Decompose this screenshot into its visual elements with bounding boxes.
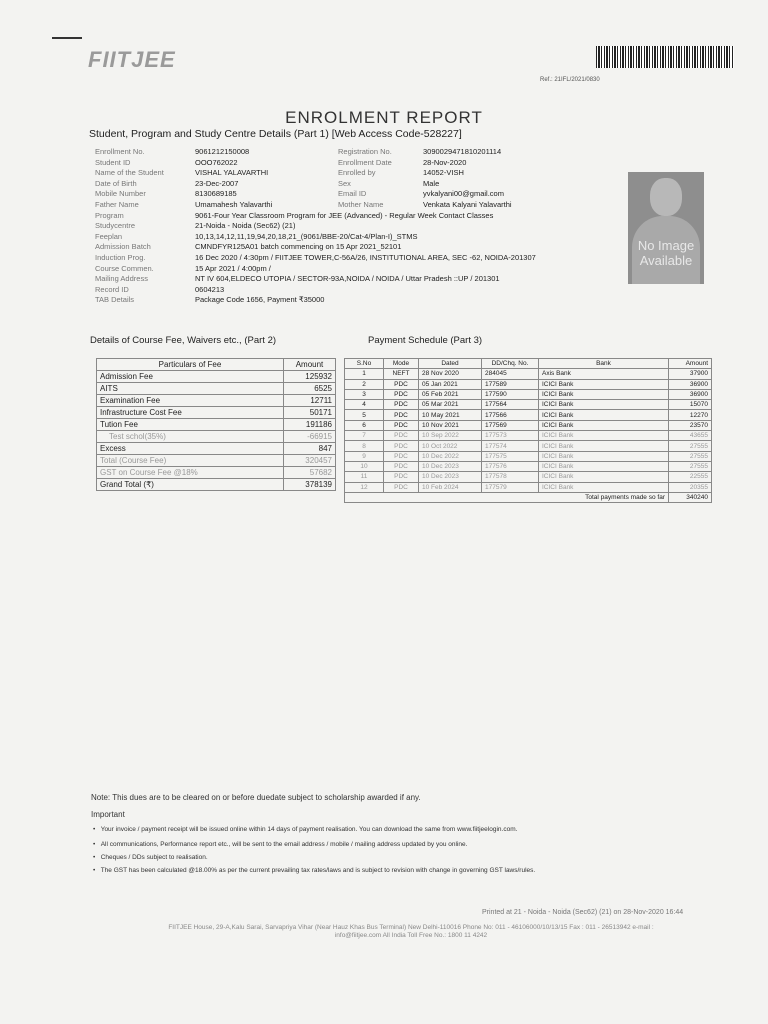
pay-sno: 9: [345, 451, 384, 461]
pay-mode: PDC: [384, 482, 419, 492]
pay-col-sno: S.No: [345, 359, 384, 369]
detail-label: Record ID: [95, 284, 129, 294]
pay-bank: Axis Bank: [539, 369, 669, 379]
pay-dated: 10 Nov 2021: [419, 420, 482, 430]
fee-row: [97, 383, 336, 395]
pay-col-ddchq: DD/Chq. No.: [482, 359, 539, 369]
fiitjee-logo: FIITJEE: [88, 47, 176, 72]
pay-bank: ICICI Bank: [539, 431, 669, 441]
important-heading: Important: [91, 810, 125, 819]
pay-dated: 05 Feb 2021: [419, 389, 482, 399]
pay-bank: ICICI Bank: [539, 482, 669, 492]
pay-col-mode: Mode: [384, 359, 419, 369]
detail-label: Induction Prog.: [95, 253, 146, 262]
detail-row: [95, 200, 635, 210]
fee-amount: 50171: [284, 407, 336, 419]
pay-sno: 4: [345, 400, 384, 410]
important-bullet: • The GST has been calculated @18.00% as per the current prevailing tax rates/laws and is subject to revision with change in governing GST laws/rules.: [93, 867, 536, 874]
fee-col-amount: Amount: [284, 359, 336, 371]
payment-row: [345, 441, 712, 451]
fee-amount: 57682: [284, 467, 336, 479]
pay-mode: PDC: [384, 431, 419, 441]
detail-label: Name of the Student: [95, 168, 164, 178]
detail-value: Venkata Kalyani Yalavarthi: [423, 200, 512, 209]
important-bullet: • All communications, Performance report etc., will be sent to the email address / mobile / mailing address updated by you online.: [93, 841, 468, 848]
detail-row: [95, 253, 635, 263]
pay-sno: 3: [345, 389, 384, 399]
pay-mode: PDC: [384, 389, 419, 399]
payment-row: [345, 420, 712, 430]
pay-mode: PDC: [384, 451, 419, 461]
pay-bank: ICICI Bank: [539, 441, 669, 451]
fee-row: [97, 407, 336, 419]
detail-label: Student ID: [95, 157, 131, 167]
detail-label: Father Name: [95, 200, 139, 209]
detail-value: 9061212150008: [195, 147, 250, 156]
pay-ddchq: 177576: [482, 461, 539, 471]
pay-ddchq: 177569: [482, 420, 539, 430]
detail-value: 0604213: [195, 284, 225, 294]
pay-sno: 1: [345, 369, 384, 379]
important-bullet: • Your invoice / payment receipt will be issued online within 14 days of payment realisation. You can download the same from www.fiitjeelogin.com.: [93, 826, 518, 833]
pay-ddchq: 177564: [482, 400, 539, 410]
fee-amount: 191186: [284, 419, 336, 431]
detail-label: Mother Name: [338, 200, 384, 209]
detail-label: TAB Details: [95, 295, 135, 305]
pay-bank: ICICI Bank: [539, 400, 669, 410]
fee-amount: 125932: [284, 371, 336, 383]
detail-label: Date of Birth: [95, 178, 137, 188]
detail-value: 8130689185: [195, 189, 237, 199]
detail-label: Enrolled by: [338, 168, 376, 178]
pay-bank: ICICI Bank: [539, 451, 669, 461]
pay-dated: 10 Dec 2022: [419, 451, 482, 461]
detail-row: [95, 285, 635, 295]
pay-amount: 36900: [669, 389, 712, 399]
pay-sno: 12: [345, 482, 384, 492]
pay-amount: 27555: [669, 461, 712, 471]
bullet-text: Your invoice / payment receipt will be issued online within 14 days of payment realisation. You can download the same from www.fiitjeelogin.com.: [100, 826, 518, 833]
fee-amount: 320457: [284, 455, 336, 467]
pay-sno: 7: [345, 431, 384, 441]
detail-value: CMNDFYR125A01 batch commencing on 15 Apr 2021_52101: [195, 242, 402, 252]
pay-amount: 27555: [669, 441, 712, 451]
detail-label: Admission Batch: [95, 242, 151, 252]
fee-name: Tution Fee: [97, 419, 284, 431]
footer-line-2: info@fiitjee.com All India Toll Free No.: 1800 11 4242: [334, 932, 488, 939]
payment-row: [345, 379, 712, 389]
pay-ddchq: 177575: [482, 451, 539, 461]
detail-row: [95, 168, 635, 178]
payment-row: [345, 410, 712, 420]
pay-ddchq: 177574: [482, 441, 539, 451]
payment-row: [345, 451, 712, 461]
detail-label: Program: [95, 210, 124, 220]
detail-value: 15 Apr 2021 / 4:00pm /: [195, 263, 271, 273]
barcode: [596, 46, 734, 68]
detail-value: VISHAL YALAVARTHI: [195, 168, 269, 178]
detail-value: 14052-VISH: [423, 168, 464, 178]
pay-amount: 43655: [669, 431, 712, 441]
footer-address: [96, 924, 726, 940]
pay-amount: 37900: [669, 369, 712, 379]
pay-col-amount: Amount: [669, 359, 712, 369]
bullet-text: Cheques / DDs subject to realisation.: [100, 854, 208, 861]
avatar-head-icon: [650, 178, 682, 216]
detail-row: [95, 295, 635, 305]
pay-mode: PDC: [384, 410, 419, 420]
pay-amount: 27555: [669, 451, 712, 461]
pay-mode: PDC: [384, 379, 419, 389]
fee-row: [97, 395, 336, 407]
pay-col-dated: Dated: [419, 359, 482, 369]
fee-amount: 378139: [284, 479, 336, 491]
pay-amount: 20355: [669, 482, 712, 492]
detail-label: Enrollment No.: [95, 147, 145, 156]
dues-note: Note: This dues are to be cleared on or before duedate subject to scholarship awarded if any.: [91, 793, 421, 802]
pay-amount: 36900: [669, 379, 712, 389]
section2-heading: Details of Course Fee, Waivers etc., (Part 2): [90, 335, 277, 346]
pay-col-bank: Bank: [539, 359, 669, 369]
fee-row: [97, 431, 336, 443]
pay-sno: 11: [345, 472, 384, 482]
no-image-label: No Image Available: [637, 238, 695, 268]
printed-at: Printed at 21 - Noida - Noida (Sec62) (21) on 28-Nov-2020 16:44: [482, 909, 684, 916]
fee-amount: 847: [284, 443, 336, 455]
fee-name: Excess: [97, 443, 284, 455]
detail-label: Sex: [338, 178, 351, 188]
pay-dated: 05 Mar 2021: [419, 400, 482, 410]
detail-row: [95, 179, 635, 189]
detail-row: [95, 221, 635, 231]
fee-row: [97, 443, 336, 455]
detail-value: 21-Noida - Noida (Sec62) (21): [195, 221, 296, 231]
pay-sno: 8: [345, 441, 384, 451]
detail-label: Enrollment Date: [338, 157, 392, 167]
detail-label: Registration No.: [338, 147, 392, 156]
detail-value: Package Code 1656, Payment ₹35000: [195, 295, 325, 305]
detail-value: 28-Nov-2020: [423, 157, 467, 167]
section1-heading: Student, Program and Study Centre Details (Part 1) [Web Access Code-528227]: [89, 128, 462, 140]
pay-ddchq: 177589: [482, 379, 539, 389]
bullet-text: All communications, Performance report etc., will be sent to the email address / mobile / mailing address updated by you online.: [100, 841, 468, 848]
detail-row: [95, 147, 635, 157]
detail-value: OOO762022: [195, 157, 238, 167]
pay-bank: ICICI Bank: [539, 389, 669, 399]
fee-name: Examination Fee: [97, 395, 284, 407]
detail-value: NT IV 604,ELDECO UTOPIA / SECTOR-93A,NOIDA / NOIDA / Uttar Pradesh ::UP / 201301: [195, 274, 500, 284]
pay-amount: 22555: [669, 472, 712, 482]
payment-row: [345, 369, 712, 379]
pay-ddchq: 177573: [482, 431, 539, 441]
footer-line-1: FIITJEE House, 29-A,Kalu Sarai, Sarvapriya Vihar (Near Hauz Khas Bus Terminal) New Delhi-110016 Phone No: 011 - 46106000/10/13/15 Fax : 011 - 26513942 e-mail :: [168, 924, 654, 931]
pay-amount: 23570: [669, 420, 712, 430]
fee-col-particulars: Particulars of Fee: [97, 359, 284, 371]
fee-amount: 12711: [284, 395, 336, 407]
fee-name: Total (Course Fee): [97, 455, 284, 467]
pay-bank: ICICI Bank: [539, 472, 669, 482]
detail-row: [95, 211, 635, 221]
important-bullet: • Cheques / DDs subject to realisation.: [93, 854, 208, 861]
detail-value: Male: [423, 178, 440, 188]
pay-ddchq: 177579: [482, 482, 539, 492]
payment-row: [345, 472, 712, 482]
pay-dated: 10 Oct 2022: [419, 441, 482, 451]
fee-name: Admission Fee: [97, 371, 284, 383]
reference-number: Ref.: 21IFL/2021/0830: [540, 77, 600, 83]
pay-dated: 10 Dec 2023: [419, 472, 482, 482]
fee-table: [96, 358, 336, 491]
total-payments-value: 340240: [669, 492, 712, 502]
detail-value: yvkalyani00@gmail.com: [423, 189, 504, 199]
payment-row: [345, 431, 712, 441]
detail-label: Course Commen.: [95, 263, 154, 273]
detail-label: Studycentre: [95, 221, 136, 231]
page-title: ENROLMENT REPORT: [285, 108, 483, 127]
fee-name: GST on Course Fee @18%: [97, 467, 284, 479]
fee-name: AITS: [97, 383, 284, 395]
detail-row: [95, 264, 635, 274]
pay-amount: 15070: [669, 400, 712, 410]
detail-value: 3090029471810201114: [423, 147, 502, 156]
top-mark: [52, 37, 82, 39]
pay-dated: 10 Feb 2024: [419, 482, 482, 492]
fee-amount: -66915: [284, 431, 336, 443]
payment-row: [345, 461, 712, 471]
pay-mode: NEFT: [384, 369, 419, 379]
fee-name: Infrastructure Cost Fee: [97, 407, 284, 419]
detail-value: 23-Dec-2007: [195, 178, 239, 188]
detail-row: [95, 232, 635, 242]
pay-bank: ICICI Bank: [539, 420, 669, 430]
pay-mode: PDC: [384, 420, 419, 430]
detail-value: 9061-Four Year Classroom Program for JEE (Advanced) - Regular Week Contact Classes: [195, 210, 494, 220]
detail-row: [95, 158, 635, 168]
detail-value: 16 Dec 2020 / 4:30pm / FIITJEE TOWER,C-56A/26, INSTITUTIONAL AREA, SEC -62, NOIDA-201307: [195, 253, 536, 262]
pay-dated: 10 Dec 2023: [419, 461, 482, 471]
detail-label: Mailing Address: [95, 274, 148, 284]
pay-sno: 6: [345, 420, 384, 430]
pay-sno: 10: [345, 461, 384, 471]
pay-ddchq: 177590: [482, 389, 539, 399]
pay-ddchq: 177566: [482, 410, 539, 420]
bullet-text: The GST has been calculated @18.00% as per the current prevailing tax rates/laws and is subject to revision with change in governing GST laws/rules.: [100, 867, 536, 874]
payment-row: [345, 482, 712, 492]
detail-row: [95, 189, 635, 199]
pay-sno: 2: [345, 379, 384, 389]
detail-label: Email ID: [338, 189, 367, 199]
fee-amount: 6525: [284, 383, 336, 395]
detail-label: Mobile Number: [95, 189, 146, 199]
pay-amount: 12270: [669, 410, 712, 420]
pay-mode: PDC: [384, 441, 419, 451]
pay-bank: ICICI Bank: [539, 379, 669, 389]
pay-dated: 28 Nov 2020: [419, 369, 482, 379]
detail-value: 10,13,14,12,11,19,94,20,18,21_(9061/BBE-20/Cat-4/Plan-I)_STMS: [195, 231, 418, 241]
detail-label: Feeplan: [95, 231, 123, 241]
fee-row: [97, 371, 336, 383]
fee-name: Test schol(35%): [97, 431, 284, 443]
section3-heading: Payment Schedule (Part 3): [368, 335, 483, 346]
pay-sno: 5: [345, 410, 384, 420]
pay-ddchq: 177578: [482, 472, 539, 482]
pay-ddchq: 284045: [482, 369, 539, 379]
total-payments-label: Total payments made so far: [345, 492, 669, 502]
pay-mode: PDC: [384, 472, 419, 482]
detail-row: [95, 274, 635, 284]
fee-row: [97, 467, 336, 479]
pay-mode: PDC: [384, 400, 419, 410]
pay-dated: 10 May 2021: [419, 410, 482, 420]
payment-table: [344, 358, 712, 503]
student-photo-placeholder: [628, 172, 704, 284]
pay-dated: 05 Jan 2021: [419, 379, 482, 389]
pay-mode: PDC: [384, 461, 419, 471]
pay-bank: ICICI Bank: [539, 461, 669, 471]
fee-row: [97, 455, 336, 467]
payment-row: [345, 389, 712, 399]
payment-row: [345, 400, 712, 410]
detail-value: Umamahesh Yalavarthi: [195, 200, 273, 209]
pay-dated: 10 Sep 2022: [419, 431, 482, 441]
fee-row: [97, 479, 336, 491]
fee-name: Grand Total (₹): [97, 479, 284, 491]
detail-row: [95, 242, 635, 252]
pay-bank: ICICI Bank: [539, 410, 669, 420]
fee-row: [97, 419, 336, 431]
